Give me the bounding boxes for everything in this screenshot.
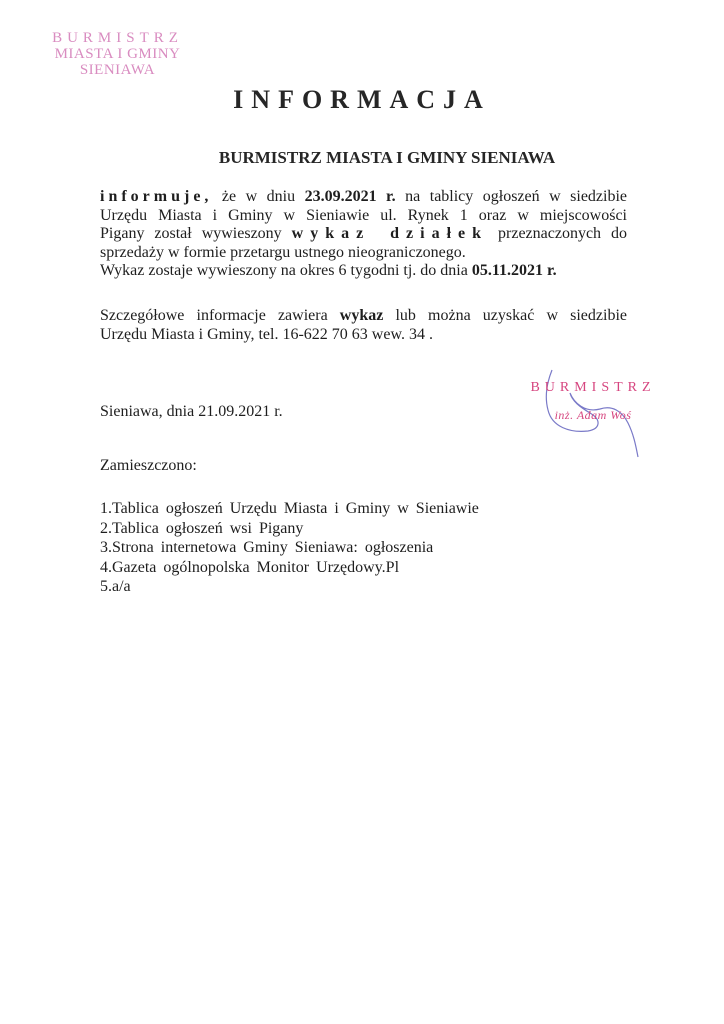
list-item: 5.a/a	[100, 578, 131, 595]
paragraph-line-5	[100, 262, 627, 281]
paragraph-line-4: sprzedaży w formie przetargu ustnego nieograniczonego.	[100, 243, 466, 261]
text-segment: Wykaz zostaje wywieszony na okres 6 tygodni tj. do dnia	[100, 262, 472, 279]
signature-role: BURMISTRZ	[530, 380, 656, 395]
text-segment: lub można uzyskać w siedzibie	[383, 307, 628, 324]
list-item: 1.Tablica ogłoszeń Urzędu Miasta i Gminy w Sieniawie	[100, 500, 479, 517]
signature-name: inż. Adam Woś	[554, 408, 632, 422]
text-segment: Szczegółowe informacje zawiera	[100, 307, 340, 324]
wykaz-bold: wykaz	[339, 307, 384, 324]
placement-list	[100, 499, 479, 597]
document-subtitle: BURMISTRZ MIASTA I GMINY SIENIAWA	[218, 148, 556, 167]
informuje-text: informuje,	[100, 188, 213, 205]
text-segment: że w dniu	[212, 188, 305, 205]
details-line-1	[100, 307, 627, 326]
place-and-date: Sieniawa, dnia 21.09.2021 r.	[100, 403, 283, 420]
text-segment: Pigany został wywieszony	[100, 225, 292, 242]
document-title: INFORMACJA	[233, 85, 491, 114]
header-stamp-line3: SIENIAWA	[79, 62, 156, 78]
dzialek-text: działek	[390, 225, 489, 242]
placed-label: Zamieszczono:	[100, 457, 197, 474]
paragraph-line-3	[100, 225, 627, 244]
list-item: 2.Tablica ogłoszeń wsi Pigany	[100, 519, 304, 537]
text-segment: przeznaczonych do	[488, 225, 628, 242]
details-paragraph	[100, 307, 627, 344]
wykaz-text: wykaz	[291, 225, 371, 242]
announcement-paragraph	[100, 188, 627, 281]
posting-date: 23.09.2021 r.	[304, 188, 396, 205]
signature-stamp	[528, 380, 658, 423]
header-stamp-line1: BURMISTRZ	[52, 30, 183, 46]
list-item: 4.Gazeta ogólnopolska Monitor Urzędowy.Pl	[100, 558, 400, 576]
end-date: 05.11.2021 r.	[471, 262, 557, 279]
header-stamp-line2: MIASTA I GMINY	[54, 46, 181, 62]
paragraph-line-1	[100, 188, 627, 207]
header-stamp	[30, 30, 205, 78]
list-item: 3.Strona internetowa Gminy Sieniawa: ogłoszenia	[100, 539, 434, 556]
text-segment: na tablicy ogłoszeń w siedzibie	[395, 188, 628, 205]
details-line-2: Urzędu Miasta i Gminy, tel. 16-622 70 63 wew. 34 .	[100, 325, 433, 343]
paragraph-line-2: Urzędu Miasta i Gminy w Sieniawie ul. Rynek 1 oraz w miejscowości	[100, 206, 627, 224]
